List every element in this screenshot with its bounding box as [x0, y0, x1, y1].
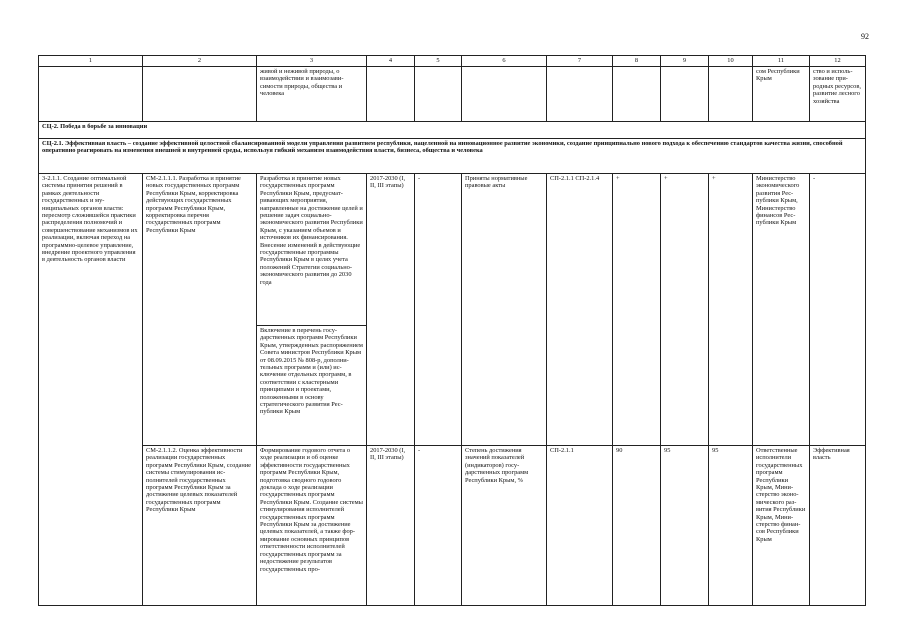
cell-activity: Разработка и принятие новых государственных программ Республики Крым, предусматривающих мероприятия, направленные на достижение целей и решение задач социально-экономического развития Республики Крым, с указанием объемов и источников их финансирования. Внесение изменений в действующие государственные программы Республики Крым в целях учета положений Стратегии социально-экономического развития до 2030 года — [257, 174, 367, 326]
cell-executor-continuation: сом Республики Крым — [753, 67, 810, 122]
cell-cost: - — [415, 174, 462, 446]
section-row-sc21 — [39, 139, 866, 174]
col-header-11: 11 — [753, 56, 810, 67]
cell-cost: - — [415, 446, 462, 606]
col-header-5: 5 — [415, 56, 462, 67]
col-header-4: 4 — [367, 56, 415, 67]
cell-indicator-code: СП-2.1.1 СП-2.1.4 — [547, 174, 613, 446]
cell-goal: Эффективная власть — [810, 446, 866, 606]
col-header-3: 3 — [257, 56, 367, 67]
col-header-6: 6 — [462, 56, 547, 67]
cell-measure-continuation: живой и неживой природы, о взаимодействии и взаимозависимости природы, общества и человека — [257, 67, 367, 122]
col-header-9: 9 — [661, 56, 709, 67]
cell-stage-2: + — [661, 174, 709, 446]
strategy-table — [38, 55, 866, 606]
cell-indicator-code: СП-2.1.1 — [547, 446, 613, 606]
col-header-2: 2 — [143, 56, 257, 67]
cell-period: 2017-2030 (I, II, III этапы) — [367, 174, 415, 446]
table-row-continuation — [39, 67, 866, 122]
cell-executor: Ответственные исполнители государственных программ Республики Крым, Министерство экономического развития Республики Крым, Министерство финансов Республики Крым — [753, 446, 810, 606]
cell-measure-code: СМ-2.1.1.2. Оценка эффективности реализации государственных программ Республики Крым, создание системы стимулирования исполнителей государственных программ Республики Крым за достижение целевых показателей государственных программ Республики Крым — [143, 446, 257, 606]
page-number: 92 — [861, 32, 869, 41]
table-row — [39, 446, 866, 606]
cell-stage-1: 90 — [613, 446, 661, 606]
column-number-row — [39, 56, 866, 67]
section-title-sc21: СЦ-2.1. Эффективная власть – создание эффективной целостной сбалансированной модели управления развитием республики, нацеленной на инновационное развитие экономики, создание принципиально нового подхода к обеспечению стандартов качества жизни, способной оперативно реагировать на изменения внешней и внутренней среды, используя гибкий механизм взаимодействия власти, бизнеса, общества и человека — [39, 139, 866, 174]
cell-result: Приняты нормативные правовые акты — [462, 174, 547, 446]
col-header-7: 7 — [547, 56, 613, 67]
col-header-1: 1 — [39, 56, 143, 67]
col-header-8: 8 — [613, 56, 661, 67]
col-header-12: 12 — [810, 56, 866, 67]
col-header-10: 10 — [709, 56, 753, 67]
cell-result: Степень достижения значений показателей (индикаторов) государственных программ Республики Крым, % — [462, 446, 547, 606]
section-title-sc2: СЦ-2. Победа в борьбе за инновации — [39, 122, 866, 139]
cell-period: 2017-2030 (I, II, III этапы) — [367, 446, 415, 606]
cell-stage-2: 95 — [661, 446, 709, 606]
cell-goal: - — [810, 174, 866, 446]
cell-task: 3-2.1.1. Создание оптимальной системы принятия решений в рамках деятельности государственных и муниципальных органов власти: пересмотр сложившейся практики распределения полномочий и совершенствование механизмов их реализации, включая переход на программно-целевое управление, внедрение проектного управления в деятельность органов власти — [39, 174, 143, 606]
cell-activity: Формирование годового отчета о ходе реализации и об оценке эффективности государственных программ Республики Крым, подготовка сводного годового доклада о ходе реализации государственных программ Республики Крым. Создание системы стимулирования исполнителей государственных программ Республики Крым за достижение целевых показателей, а также формирование основных принципов ответственности исполнителей государственных программ за недостижение результатов государственных про- — [257, 446, 367, 606]
cell-goal-continuation: ство и использование природных ресурсов, развитие лесного хозяйства — [810, 67, 866, 122]
section-row-sc2 — [39, 122, 866, 139]
cell-executor: Министерство экономического развития Республики Крым, Министерство финансов Республики Крым — [753, 174, 810, 446]
cell-measure-code: СМ-2.1.1.1. Разработка и принятие новых государственных программ Республики Крым, корректировка действующих государственных программ Республики Крым, корректировка перечня государственных программ Республики Крым — [143, 174, 257, 446]
cell-activity: Включение в перечень государственных программ Республики Крым, утвержденных распоряжением Совета министров Республики Крым от 08.09.2015 № 808-р, дополнительных программ и (или) исключение отдельных программ, в соответствии с кластерными принципами и проектами, положенными в основу стратегического развития Республики Крым — [257, 326, 367, 446]
cell-stage-3: 95 — [709, 446, 753, 606]
cell-stage-1: + — [613, 174, 661, 446]
table-row — [39, 174, 866, 326]
cell-stage-3: + — [709, 174, 753, 446]
